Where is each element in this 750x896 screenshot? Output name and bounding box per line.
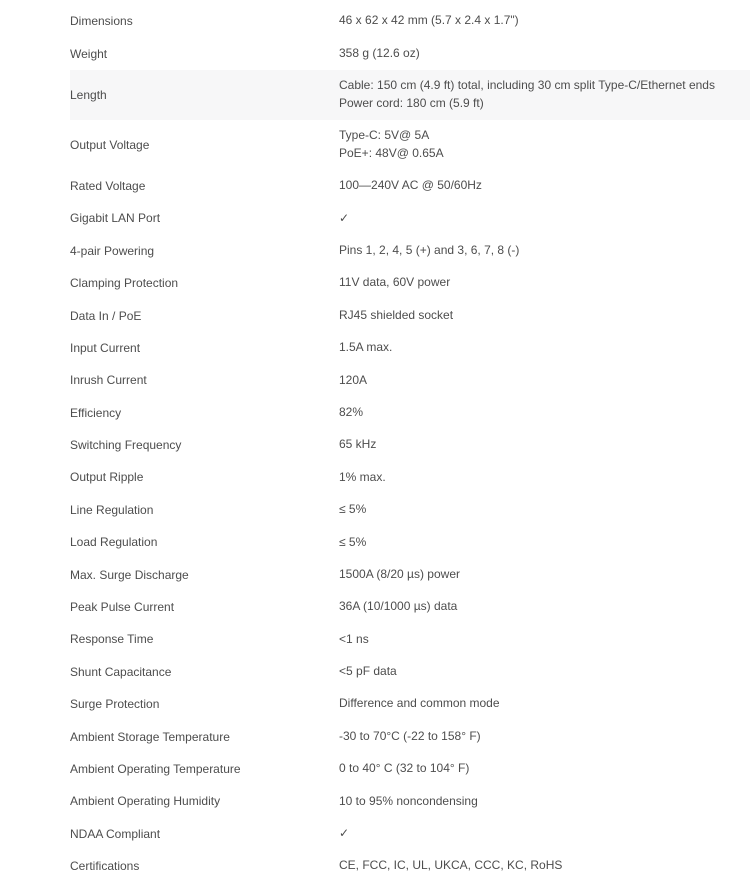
spec-row-weight xyxy=(70,37,750,69)
spec-row-clamping-protection xyxy=(70,267,750,299)
spec-value-line: Cable: 150 cm (4.9 ft) total, including 30 cm split Type-C/Ethernet ends xyxy=(339,78,715,93)
spec-value xyxy=(339,404,750,422)
spec-value xyxy=(339,857,750,875)
spec-row-ambient-operating-humidity xyxy=(70,785,750,817)
spec-label: Input Current xyxy=(70,340,141,355)
spec-value-line: 10 to 95% noncondensing xyxy=(339,793,478,808)
spec-label: Shunt Capacitance xyxy=(70,664,172,679)
spec-value-line: Type-C: 5V@ 5A xyxy=(339,128,430,143)
spec-label: Inrush Current xyxy=(70,373,147,388)
spec-row-peak-pulse-current xyxy=(70,591,750,623)
spec-label: Max. Surge Discharge xyxy=(70,567,189,582)
check-icon: ✓ xyxy=(339,826,350,841)
spec-row-shunt-capacitance xyxy=(70,656,750,688)
spec-row-inrush-current xyxy=(70,364,750,396)
spec-value xyxy=(339,177,750,195)
spec-value-line: 1% max. xyxy=(339,469,386,484)
spec-value-line: 11V data, 60V power xyxy=(339,275,451,290)
spec-value-line: -30 to 70°C (-22 to 158° F) xyxy=(339,728,481,743)
spec-value-line: 65 kHz xyxy=(339,437,377,452)
spec-value-line: Difference and common mode xyxy=(339,696,500,711)
spec-value xyxy=(339,274,750,292)
spec-label: Ambient Operating Temperature xyxy=(70,762,241,776)
spec-value-line: <5 pF data xyxy=(339,664,397,679)
spec-value-line: 0 to 40° C (32 to 104° F) xyxy=(339,761,470,776)
spec-value-line: 100—240V AC @ 50/60Hz xyxy=(339,178,482,193)
spec-value xyxy=(339,12,750,30)
spec-row-dimensions xyxy=(70,5,750,37)
spec-row-output-voltage xyxy=(70,120,750,170)
spec-row-surge-protection xyxy=(70,688,750,720)
spec-label: Load Regulation xyxy=(70,535,158,550)
spec-row-certifications xyxy=(70,850,750,882)
spec-row-ambient-storage-temperature xyxy=(70,720,750,752)
spec-value xyxy=(339,45,750,63)
spec-value-line: ≤ 5% xyxy=(339,534,367,549)
spec-value-line: 82% xyxy=(339,404,364,419)
check-icon: ✓ xyxy=(339,210,350,225)
spec-value xyxy=(339,127,750,162)
spec-row-switching-frequency xyxy=(70,429,750,461)
spec-value xyxy=(339,307,750,325)
spec-label: Rated Voltage xyxy=(70,178,146,193)
spec-value xyxy=(339,372,750,390)
spec-value xyxy=(339,339,750,357)
spec-value xyxy=(339,436,750,454)
spec-row-response-time xyxy=(70,623,750,655)
spec-value xyxy=(339,695,750,713)
spec-value-line: CE, FCC, IC, UL, UKCA, CCC, KC, RoHS xyxy=(339,858,563,873)
spec-value xyxy=(339,631,750,649)
spec-label: Clamping Protection xyxy=(70,276,179,291)
spec-value xyxy=(339,760,750,778)
spec-row-gigabit-lan-port xyxy=(70,202,750,234)
spec-value xyxy=(339,534,750,552)
spec-value-line: 1500A (8/20 µs) power xyxy=(339,566,460,581)
spec-label: Ambient Storage Temperature xyxy=(70,729,230,744)
spec-value-line: <1 ns xyxy=(339,631,369,646)
spec-value xyxy=(339,825,750,843)
spec-row-line-regulation xyxy=(70,494,750,526)
spec-label: Data In / PoE xyxy=(70,308,142,323)
spec-value-line: 120A xyxy=(339,372,368,387)
spec-label: Ambient Operating Humidity xyxy=(70,794,221,809)
spec-value xyxy=(339,469,750,487)
spec-label: Gigabit LAN Port xyxy=(70,211,161,226)
spec-label: Dimensions xyxy=(70,14,133,29)
spec-row-efficiency xyxy=(70,397,750,429)
spec-label: Output Voltage xyxy=(70,137,150,152)
spec-row-input-current xyxy=(70,332,750,364)
spec-row-4-pair-powering xyxy=(70,235,750,267)
spec-table xyxy=(70,5,750,882)
spec-value xyxy=(339,598,750,616)
spec-value xyxy=(339,728,750,746)
spec-label: 4-pair Powering xyxy=(70,243,155,258)
spec-value xyxy=(339,501,750,519)
spec-value xyxy=(339,566,750,584)
spec-value-line: 46 x 62 x 42 mm (5.7 x 2.4 x 1.7") xyxy=(339,13,519,28)
spec-label: Efficiency xyxy=(70,405,122,420)
spec-row-load-regulation xyxy=(70,526,750,558)
spec-label: Length xyxy=(70,87,107,102)
spec-label: Output Ripple xyxy=(70,470,144,485)
spec-label: Response Time xyxy=(70,632,154,647)
spec-value xyxy=(339,210,750,228)
spec-value-line: ≤ 5% xyxy=(339,502,367,517)
spec-value-line: 1.5A max. xyxy=(339,340,393,355)
spec-label: Certifications xyxy=(70,859,140,874)
spec-row-ndaa-compliant xyxy=(70,818,750,850)
spec-label: Line Regulation xyxy=(70,502,154,517)
spec-row-max-surge-discharge xyxy=(70,558,750,590)
spec-label: NDAA Compliant xyxy=(70,826,161,841)
spec-value-line: 36A (10/1000 µs) data xyxy=(339,599,458,614)
spec-value-line: Pins 1, 2, 4, 5 (+) and 3, 6, 7, 8 (-) xyxy=(339,243,520,257)
spec-value-line: 358 g (12.6 oz) xyxy=(339,45,420,60)
spec-row-rated-voltage xyxy=(70,170,750,202)
spec-row-ambient-operating-temperature xyxy=(70,753,750,785)
spec-row-data-in-poe xyxy=(70,299,750,331)
spec-label: Surge Protection xyxy=(70,697,160,712)
spec-row-length xyxy=(70,70,750,120)
spec-label: Switching Frequency xyxy=(70,438,182,453)
spec-label: Peak Pulse Current xyxy=(70,600,175,615)
spec-value-line: PoE+: 48V@ 0.65A xyxy=(339,145,444,160)
spec-value xyxy=(339,793,750,811)
spec-value xyxy=(339,242,750,260)
spec-label: Weight xyxy=(70,46,108,61)
spec-value-line: Power cord: 180 cm (5.9 ft) xyxy=(339,95,484,110)
spec-value xyxy=(339,77,750,112)
spec-value-line: RJ45 shielded socket xyxy=(339,307,454,322)
spec-row-output-ripple xyxy=(70,461,750,493)
spec-value xyxy=(339,663,750,681)
